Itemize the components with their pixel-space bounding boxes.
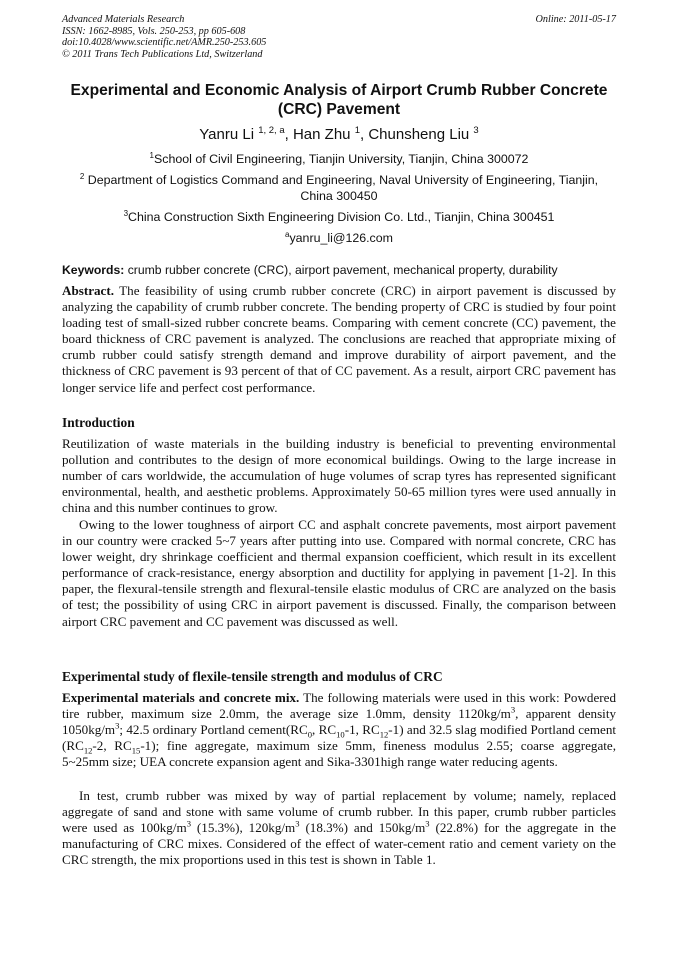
affil-marker: a [285,230,290,239]
subscript: 12 [379,729,389,740]
email-text: yanru_li@126.com [289,231,393,246]
affiliation-2 [62,169,616,204]
affil-text: School of Civil Engineering, Tianjin University, Tianjin, China 300072 [154,152,529,167]
intro-paragraph-1: Reutilization of waste materials in the building industry is beneficial to preventing environmental pollution and contributes to the design of more economical buildings. Owing to the large increase in number of cars worldwide, the accumulation of huge volumes of scrap tyres has represented significant environmental, health, and aesthetic problems. Approximately 50-65 million tyres were used annually in china and this number continues to grow. [62,436,616,516]
affil-marker: 1 [149,151,154,160]
keywords [62,263,616,278]
intro-paragraph-2: Owing to the lower toughness of airport CC and asphalt concrete pavements, most airport pavement in our country were cracked 5~7 years after putting into use. Compared with normal concrete, CRC has lower weight, dry shrinkage coefficient and thermal expansion coefficient, which result in its excellent performance of crack-resistance, energy absorption and ductility for applying in pavement [1-2]. In this paper, the flexural-tensile strength and flexural-tensile elastic modulus of CRC are analyzed on the basis of test; the possibility of using CRC in airport pavement is discussed. Finally, the comparison between airport CRC pavement and CC pavement was discussed as well. [62,517,616,629]
materials-text: ; 42.5 ordinary Portland cement(RC [119,722,308,738]
journal-copyright: © 2011 Trans Tech Publications Ltd, Switzerland [62,48,263,60]
experimental-materials-paragraph [62,690,616,770]
materials-text: -1, RC [344,722,380,738]
materials-text: The following materials were used in this work: Powdered tire rubber, maximum size 2.0mm, the average size 1.0mm, density 1120kg/m [62,690,616,722]
abstract-label: Abstract. [62,283,114,298]
affil-text: Department of Logistics Command and Engineering, Naval University of Engineering, Tianjin, China 300450 [87,173,599,203]
author-separator: , [284,126,293,143]
affil-text: China Construction Sixth Engineering Division Co. Ltd., Tianjin, China 300451 [128,210,555,225]
affiliation-1 [62,148,616,168]
subscript: 15 [131,745,141,756]
superscript: 3 [510,704,516,715]
author-name: Yanru Li [199,126,255,143]
keywords-label: Keywords: [62,263,125,277]
abstract [62,283,616,396]
subscript: 12 [83,745,93,756]
author-affil-marker: 3 [473,125,479,136]
section-heading-experimental: Experimental study of flexile-tensile strength and modulus of CRC [62,669,443,684]
journal-name: Advanced Materials Research [62,14,185,25]
affil-marker: 3 [123,209,129,218]
author-affil-marker: 1, 2, a [258,125,285,136]
author-name: Han Zhu [292,126,351,143]
author-affil-marker: 1 [354,125,360,136]
superscript: 3 [295,818,300,829]
author-line [62,122,616,144]
affiliation-3 [62,206,616,226]
superscript: 3 [425,818,430,829]
mixing-text: (22.8%) for the aggregate in the manufacturing of CRC mixes. Considered of the effect of water-cement ratio and cement variety on the CRC strength, the mix proportions used in this test is shown in Table 1. [62,820,617,868]
author-separator: , [359,126,369,143]
superscript: 3 [115,720,120,731]
author-name: Chunsheng Liu [368,126,470,143]
journal-doi: doi:10.4028/www.scientific.net/AMR.250-253.605 [62,37,267,49]
subscript: 10 [336,729,345,740]
author-email [62,227,616,247]
journal-header [62,14,616,60]
mixing-text: (18.3%) and 150kg/m [299,820,426,836]
materials-text: -2, RC [92,738,132,754]
mixing-text: In test, crumb rubber was mixed by way of partial replacement by volume; namely, replaced aggregate of sand and stone with same volume of crumb rubber. In this paper, crumb rubber particles were used as 100kg/m [62,788,616,836]
paper-title: Experimental and Economic Analysis of Airport Crumb Rubber Concrete (CRC) Pavement [70,82,608,118]
materials-text: , apparent density 1050kg/m [62,706,617,738]
mixing-text: (15.3%), 120kg/m [190,820,296,836]
experimental-mixing-paragraph [62,788,616,868]
abstract-text: The feasibility of using crumb rubber concrete (CRC) in airport pavement is discussed by analyzing the capability of crumb rubber concrete. The bending property of CRC is studied by four point loading test of small-sized rubber concrete beams. Comparing with cement concrete (CC) pavement, the board thickness of CRC pavement is analyzed. The conclusions are reached that appropriate mixing of crumb rubber could satisfy strength demand and improve durability of airport pavement, and the thickness of CRC pavement is 93 percent of that of CC pavement. As a result, airport CRC pavement has longer service life and perfect cost performance. [62,283,616,395]
keywords-text: crumb rubber concrete (CRC), airport pavement, mechanical property, durability [124,263,558,277]
affil-marker: 2 [79,172,85,181]
materials-lead: Experimental materials and concrete mix. [62,690,300,705]
online-date: Online: 2011-05-17 [535,14,616,25]
materials-text: -1); fine aggregate, maximum size 5mm, fineness modulus 2.55; coarse aggregate, 5~25mm size; UEA concrete expansion agent and Sika-3301high range water reducing agents. [62,738,616,770]
section-heading-introduction: Introduction [62,415,135,430]
materials-text: -1) and 32.5 slag modified Portland cement (RC [62,722,617,754]
materials-text: , RC [312,722,337,738]
superscript: 3 [186,818,191,829]
journal-issn: ISSN: 1662-8985, Vols. 250-253, pp 605-608 [62,25,246,37]
subscript: 0 [307,729,313,740]
